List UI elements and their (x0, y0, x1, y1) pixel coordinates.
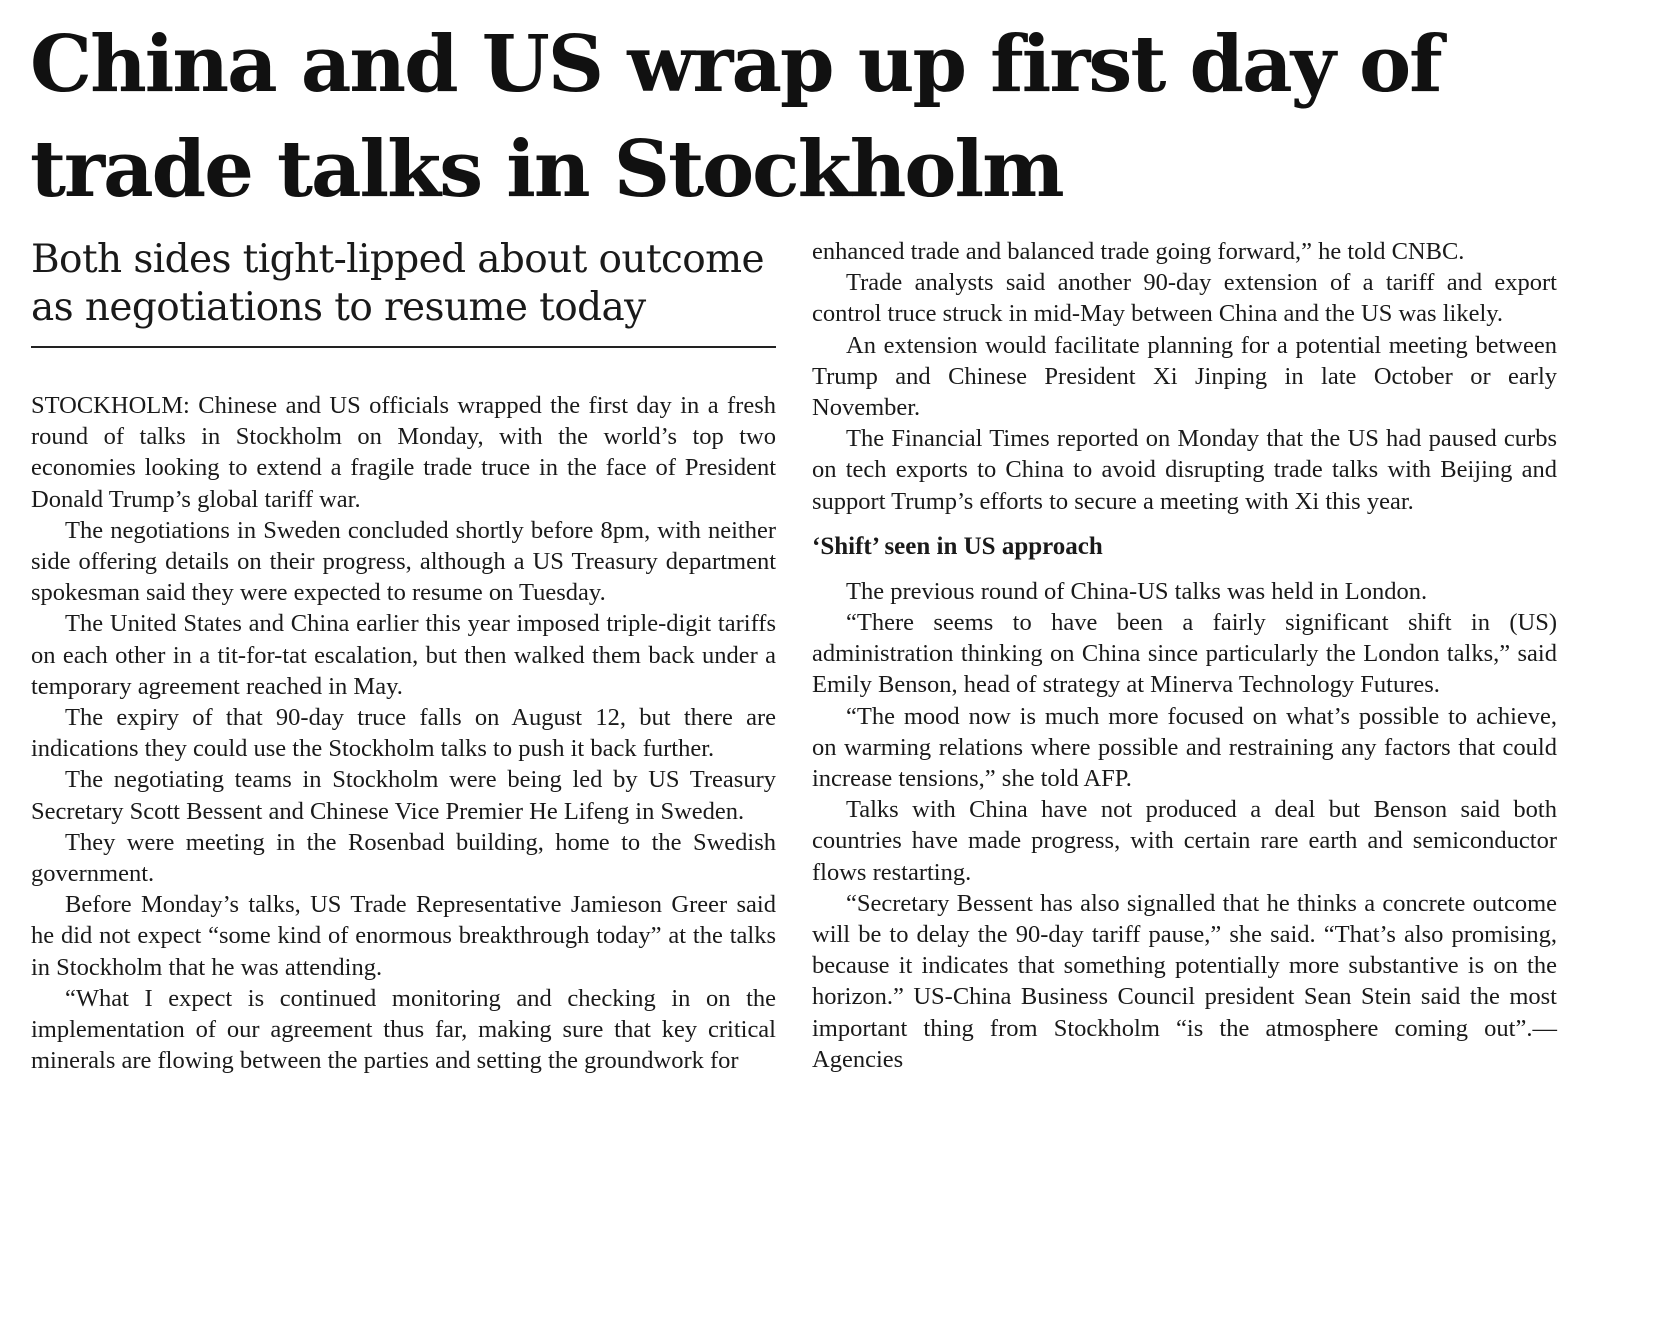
body-paragraph: The negotiating teams in Stockholm were being led by US Treasury Secretary Scott Bessent and Chinese Vice Premier He Lifeng in Sweden. (31, 766, 776, 825)
body-paragraph: The United States and China earlier this year imposed triple-digit tariffs on each other in a tit-for-tat escalation, but then walked them back under a temporary agreement reached in May. (31, 610, 776, 700)
body-paragraph: The previous round of China-US talks was held in London. (846, 577, 1428, 605)
body-paragraph: They were meeting in the Rosenbad building, home to the Swedish government. (31, 828, 776, 888)
body-paragraph: “The mood now is much more focused on what’s possible to achieve, on warming relations where possible and restraining any factors that could increase tensions,” she told AFP. (812, 702, 1557, 793)
right-column (812, 236, 1557, 1075)
body-paragraph: “Secretary Bessent has also signalled that he thinks a concrete outcome will be to delay the 90-day tariff pause,” she said. “That’s also promising, because it indicates that something potentially more substantive is on the horizon.” US-China Business Council president Sean Stein said the most important thing from Stockholm “is the atmosphere coming out”.—Agencies (812, 889, 1557, 1073)
headline: China and US wrap up first day of trade talks in Stockholm (30, 19, 1441, 215)
body-paragraph: STOCKHOLM: Chinese and US officials wrapped the first day in a fresh round of talks in Stockholm on Monday, with the world’s top two economies looking to extend a fragile trade truce in the face of President Donald Trump’s global tariff war. (31, 392, 776, 513)
crosshead: ‘Shift’ seen in US approach (812, 532, 1103, 560)
body-paragraph-continued: enhanced trade and balanced trade going forward,” he told CNBC. (812, 238, 1465, 265)
left-column (31, 236, 776, 1076)
body-paragraph: Talks with China have not produced a deal but Benson said both countries have made progress, with certain rare earth and semiconductor flows restarting. (812, 796, 1557, 886)
body-paragraph: An extension would facilitate planning for a potential meeting between Trump and Chinese President Xi Jinping in late October or early November. (812, 331, 1557, 422)
body-paragraph: The expiry of that 90-day truce falls on August 12, but there are indications they could use the Stockholm talks to push it back further. (31, 704, 776, 763)
body-paragraph: The negotiations in Sweden concluded shortly before 8pm, with neither side offering details on their progress, although a US Treasury department spokesman said they were expected to resume on Tuesday. (31, 516, 776, 607)
body-paragraph: Before Monday’s talks, US Trade Representative Jamieson Greer said he did not expect “some kind of enormous breakthrough today” at the talks in Stockholm that he was attending. (31, 891, 776, 981)
deck-subheadline: Both sides tight-lipped about outcome as negotiations to resume today (31, 236, 776, 348)
body-paragraph: Trade analysts said another 90-day extension of a tariff and export control truce struck in mid-May between China and the US was likely. (812, 269, 1557, 328)
body-paragraph: “What I expect is continued monitoring and checking in on the implementation of our agreement thus far, making sure that key critical minerals are flowing between the parties and setting the groundwork for (31, 984, 776, 1075)
body-paragraph: The Financial Times reported on Monday that the US had paused curbs on tech exports to China to avoid disrupting trade talks with Beijing and support Trump’s efforts to secure a meeting with Xi this year. (812, 425, 1557, 515)
body-paragraph: “There seems to have been a fairly significant shift in (US) administration thinking on China since particularly the London talks,” said Emily Benson, head of strategy at Minerva Technology Futures. (812, 609, 1557, 699)
